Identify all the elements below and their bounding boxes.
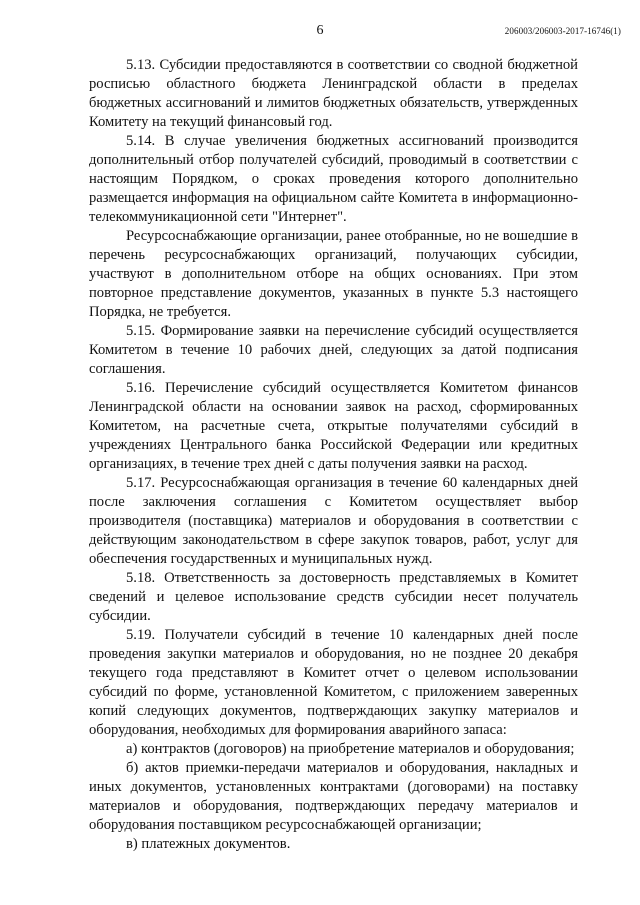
document-code: 206003/206003-2017-16746(1) [504,26,621,36]
paragraph-5-16: 5.16. Перечисление субсидий осуществляется Комитетом финансов Ленинградской области на основании заявок на расход, сформированных Комитетом, на расчетные счета, открытые получателями субсидий в учреждениях Центрального банка Российской Федерации или кредитных организациях, в течение трех дней с даты получения заявки на расход. [89,380,578,472]
paragraph-5-14-continued: Ресурсоснабжающие организации, ранее отобранные, но не вошедшие в перечень ресурсоснабжающих организаций, получающих субсидии, участвуют в дополнительном отборе на общих основаниях. При этом повторное представление документов, указанных в пункте 5.3 настоящего Порядка, не требуется. [89,228,578,320]
list-item-v: в) платежных документов. [126,836,291,852]
list-item-a: а) контрактов (договоров) на приобретение материалов и оборудования; [126,741,575,757]
paragraph-5-18: 5.18. Ответственность за достоверность представляемых в Комитет сведений и целевое использование средств субсидии несет получатель субсидии. [89,570,578,624]
page-number: 6 [316,23,324,38]
paragraph-5-14: 5.14. В случае увеличения бюджетных ассигнований производится дополнительный отбор получателей субсидий, проводимый в соответствии с настоящим Порядком, о сроках проведения которого дополнительно размещается информация на официальном сайте Комитета в информационно-телекоммуникационной сети "Интернет". [89,133,578,225]
paragraph-5-19: 5.19. Получатели субсидий в течение 10 календарных дней после проведения закупки материалов и оборудования, но не позднее 20 декабря текущего года представляют в Комитет отчет о целевом использовании субсидий по форме, установленной Комитетом, с приложением заверенных копий следующих документов, подтверждающих закупку материалов и оборудования, необходимых для формирования аварийного запаса: [89,627,578,738]
paragraph-5-15: 5.15. Формирование заявки на перечисление субсидий осуществляется Комитетом в течение 10 рабочих дней, следующих за датой подписания соглашения. [89,323,578,377]
document-body [89,56,578,854]
list-item-b: б) актов приемки-передачи материалов и оборудования, накладных и иных документов, установленных контрактами (договорами) на поставку материалов и оборудования, подтверждающих передачу материалов и оборудования поставщиком ресурсоснабжающей организации; [89,760,578,833]
paragraph-5-17: 5.17. Ресурсоснабжающая организация в течение 60 календарных дней после заключения соглашения с Комитетом осуществляет выбор производителя (поставщика) материалов и оборудования в соответствии с действующим законодательством в сфере закупок товаров, работ, услуг для обеспечения государственных и муниципальных нужд. [89,475,578,567]
paragraph-5-13: 5.13. Субсидии предоставляются в соответствии со сводной бюджетной росписью областного бюджета Ленинградской области в пределах бюджетных ассигнований и лимитов бюджетных обязательств, утвержденных Комитету на текущий финансовый год. [89,57,578,130]
